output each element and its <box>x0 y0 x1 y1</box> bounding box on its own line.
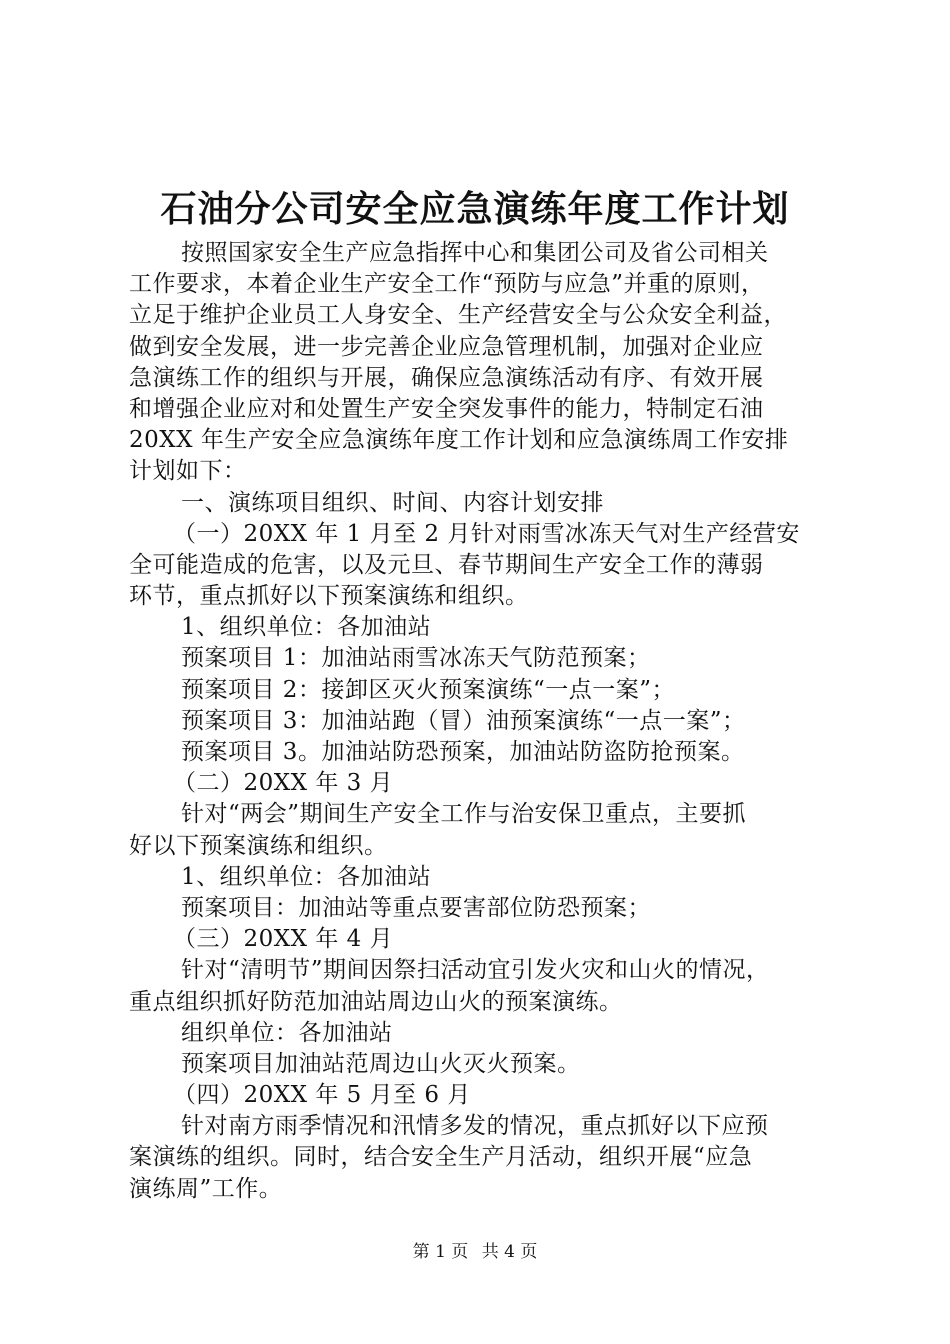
paragraph-line: 针对“两会”期间生产安全工作与治安保卫重点，主要抓 <box>181 801 747 828</box>
paragraph-line: 做到安全发展，进一步完善企业应急管理机制，加强对企业应 <box>129 333 764 360</box>
paragraph-line: 立足于维护企业员工人身安全、生产经营安全与公众安全利益， <box>129 302 787 329</box>
page-number: 第 1 页 <box>412 1242 469 1262</box>
subsection-heading: （四）20XX 年 5 月至 6 月 <box>173 1082 471 1109</box>
plan-item: 预案项目 3：加油站跑（冒）油预案演练“一点一案”； <box>181 707 746 734</box>
paragraph-line: 20XX 年生产安全应急演练年度工作计划和应急演练周工作安排 <box>129 427 789 454</box>
paragraph-line: 环节，重点抓好以下预案演练和组织。 <box>129 583 529 610</box>
paragraph-line: 全可能造成的危害，以及元旦、春节期间生产安全工作的薄弱 <box>129 551 764 578</box>
plan-item: 预案项目 3。加油站防恐预案，加油站防盗防抢预案。 <box>181 739 745 765</box>
subsection-heading: （一）20XX 年 1 月至 2 月针对雨雪冰冻天气对生产经营安 <box>173 520 800 547</box>
plan-item: 预案项目：加油站等重点要害部位防恐预案； <box>181 894 651 921</box>
paragraph-line: 工作要求，本着企业生产安全工作“预防与应急”并重的原则， <box>129 271 765 298</box>
paragraph-line: 重点组织抓好防范加油站周边山火的预案演练。 <box>129 988 623 1015</box>
paragraph-line: 急演练工作的组织与开展，确保应急演练活动有序、有效开展 <box>129 364 764 391</box>
paragraph-line: 计划如下： <box>129 458 247 485</box>
paragraph-line: 针对南方雨季情况和汛情多发的情况，重点抓好以下应预 <box>181 1113 769 1140</box>
page-total: 共 4 页 <box>481 1242 538 1262</box>
subsection-heading: （二）20XX 年 3 月 <box>173 770 394 797</box>
organizer-line: 1、组织单位：各加油站 <box>181 863 432 890</box>
organizer-line: 1、组织单位：各加油站 <box>181 614 432 641</box>
document-title: 石油分公司安全应急演练年度工作计划 <box>160 189 790 230</box>
organizer-line: 组织单位：各加油站 <box>181 1019 393 1046</box>
paragraph-line: 案演练的组织。同时，结合安全生产月活动，组织开展“应急 <box>129 1144 753 1171</box>
paragraph-line: 和增强企业应对和处置生产安全突发事件的能力，特制定石油 <box>129 395 764 422</box>
page-footer <box>0 1240 950 1264</box>
document-body <box>129 238 837 1205</box>
plan-item: 预案项目 2：接卸区灭火预案演练“一点一案”； <box>181 676 675 703</box>
paragraph-line: 好以下预案演练和组织。 <box>129 832 388 859</box>
section-heading: 一、演练项目组织、时间、内容计划安排 <box>181 489 604 516</box>
paragraph-line: 按照国家安全生产应急指挥中心和集团公司及省公司相关 <box>181 240 769 266</box>
plan-item: 预案项目 1：加油站雨雪冰冻天气防范预案； <box>181 645 651 672</box>
paragraph-line: 演练周”工作。 <box>129 1175 283 1202</box>
subsection-heading: （三）20XX 年 4 月 <box>173 926 394 953</box>
paragraph-line: 针对“清明节”期间因祭扫活动宜引发火灾和山火的情况， <box>181 957 770 984</box>
plan-item: 预案项目加油站范周边山火灭火预案。 <box>181 1050 581 1077</box>
